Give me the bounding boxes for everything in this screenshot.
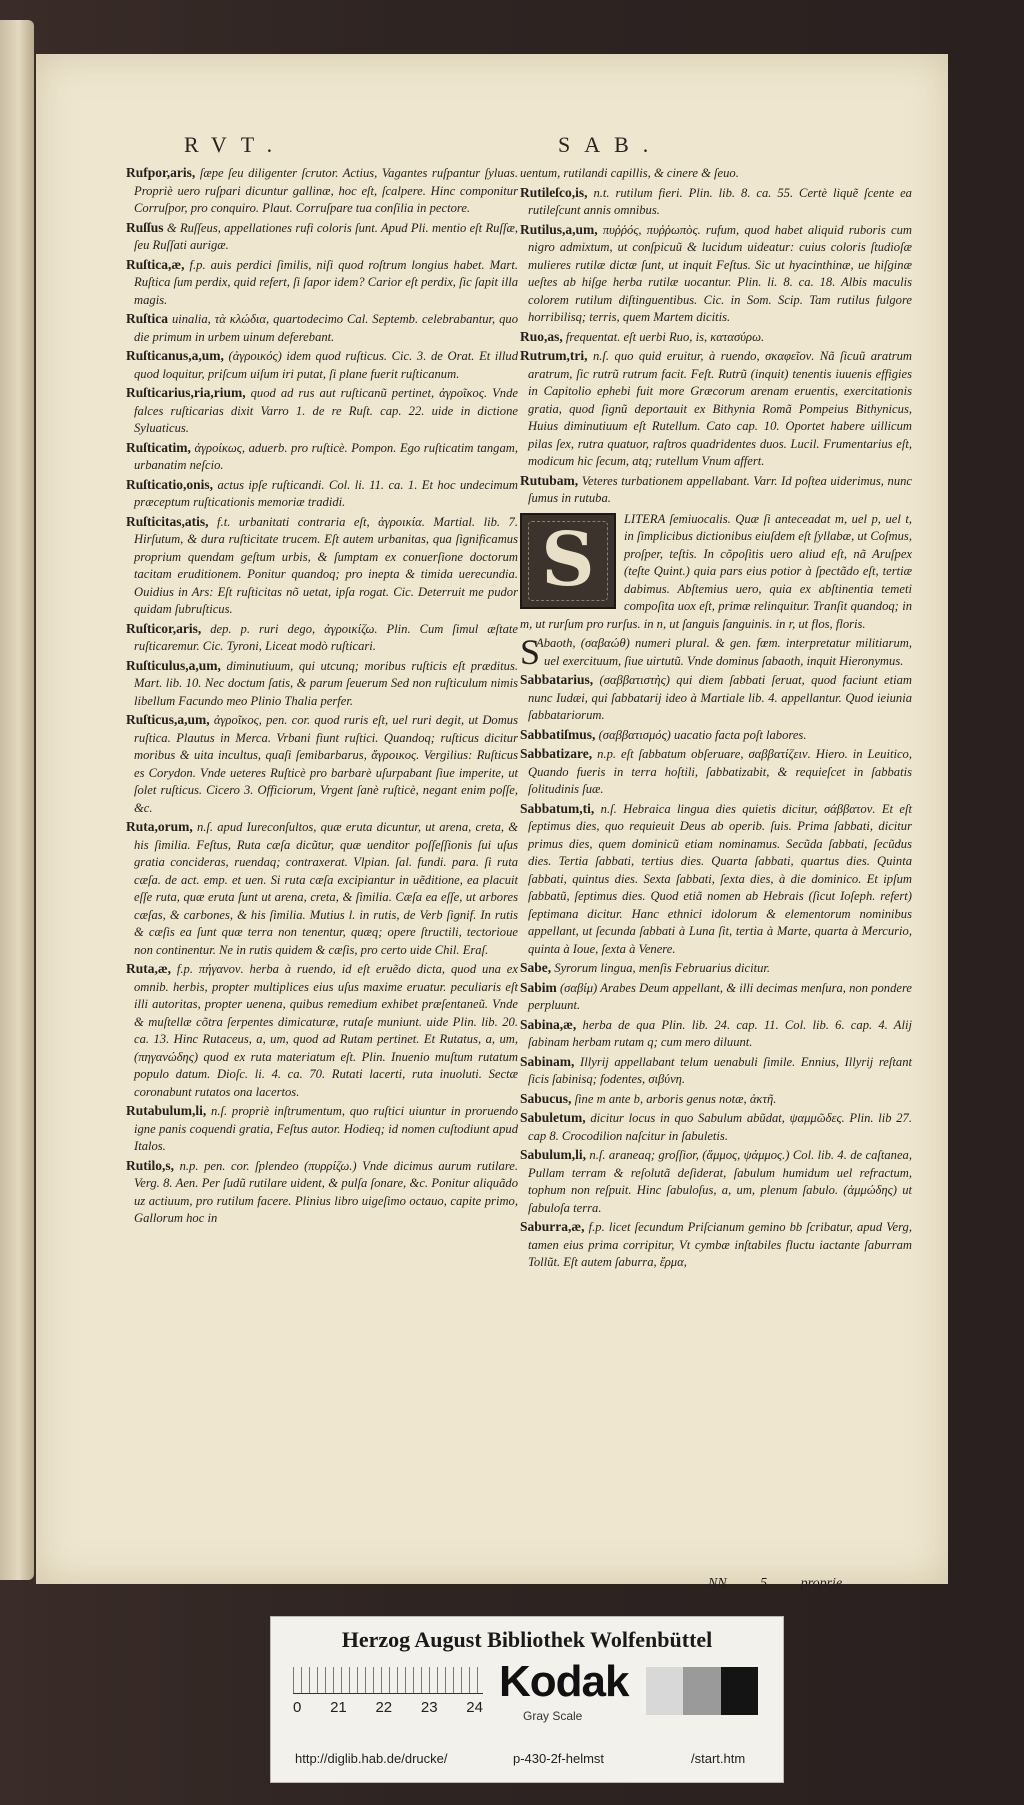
dictionary-entry [126,164,518,218]
dictionary-entry [520,671,912,725]
entry-text: frequentat. eſt uerbi Ruo, is, κατασύρω. [565,329,765,344]
entry-lemma: Sabulum,li, [520,1147,587,1162]
ruler-num: 24 [466,1699,483,1716]
entry-lemma: Rutileſco,is, [520,184,588,200]
entry-text: uinalia, τὰ κλώδια, quartodecimo Cal. Septemb. celebrabantur, quo die primum in urbem uinum deferebant. [134,312,518,344]
entry-lemma: Rutubam, [520,472,579,488]
dictionary-entry [126,476,518,512]
initial-s-block [520,511,912,634]
entry-lemma: Ruſticatio,onis, [126,476,214,492]
entry-text: f.p. auis perdici ſimilis, niſi quod roſtrum longius habet. Mart. Ruſtica ſum perdix, quid refert, ſi ſapor idem? Carior eſt perdix, ſic ſapit illa magis. [134,257,518,307]
entry-text: diminutiuum, qui utcunq; moribus ruſticis eſt præditus. Mart. lib. 10. Nec doctum ſatis, & parum ſeuerum Sed non ruſticulum nimis libellum Facundo meo Plinio Thalia perfer. [134,658,518,708]
library-name: Herzog August Bibliothek Wolfenbüttel [341,1627,713,1652]
entry-lemma: Sabuletum, [520,1110,586,1125]
right-column [520,164,912,1273]
entry-text: dicitur locus in quo Sabulum abũdat, ψαμμῶδες. Plin. lib 27. cap 8. Crocodilion naſcitur in ſabuletis. [528,1111,912,1143]
entry-text: actus ipſe ruſticandi. Col. li. 11. ca. 1. Et hoc undecimum præceptum ruſticationis memoriæ tradidi. [134,477,519,509]
ruler-num: 22 [375,1699,393,1716]
entry-text: (σαβίμ) Arabes Deum appellant, & illi decimas menſura, non pondere perpluunt. [528,980,912,1012]
entry-text: (σαββατισμός) uacatio facta poſt labores. [598,727,807,742]
entry-text: n.p. eſt ſabbatum obſeruare, σαββατίζειν. Hiero. in Leuitico, Quando fueris in terra hoſtili, ſabbatizabit, & requieſcet in ſabbatis ſolitudinis ſuæ. [528,747,912,796]
entry-text: f.t. urbanitati contraria eſt, ἀγροικία. Martial. lib. 7. Hirſutum, & dura ruſticitate trucem. Eſt autem urbanitas, qua ſignificamus proprium quendam geſtum urbis, & ſumptam ex conuerſione doctorum tacitam eruditionem. Ponitur quandoq; pro inepta & timida uerecundia. Ouidius in Ars: Eſt ruſticitas nõ uetat, ipſa rogat. Cic. Deterruit me pudor quidam ſubruſticus. [134,514,519,616]
right-top-entries [520,164,912,508]
dictionary-entry [520,726,912,745]
dictionary-entry [126,439,518,475]
entry-text: n.ſ. propriè inſtrumentum, quo ruſtici uiuntur in proruendo igne panis coquendi gratia, Feſtus autor. Hodieq; id nomen cuſtodiunt apud Italos. [134,1104,518,1153]
initial-letter: S [541,516,595,603]
dictionary-entry [520,1146,912,1217]
entry-text: ſine m ante b, arboris genus notæ, ἀκτῆ. [574,1091,777,1106]
dictionary-entry [520,1109,912,1145]
dictionary-entry [126,513,518,619]
dictionary-entry [520,347,912,471]
decorated-initial-s [520,513,616,609]
entry-text: n.p. pen. cor. ſplendeo (πυρρίζω.) Vnde dicimus aurum rutilare. Verg. 8. Aen. Per ſudũ rutilare uident, & pulſa ſonare, &c. Ponitur aliquãdo uz actiuum, pro rutilum facere. Plinius libro uigeſimo octauo, capite primo, Gallorum hoc in [134,1158,518,1225]
gray-patch-mid [683,1667,720,1715]
dictionary-entry [126,256,518,310]
sabaoth-text: Abaoth, (σαβαώθ) numeri plural. & gen. fœm. interpretatur militiarum, uel exercituum, ſiue uirtutũ. Vnde dominus ſabaoth, inquit Hieronymus. [536,636,912,668]
entry-lemma: Sabbatizare, [520,746,593,761]
entry-lemma: Ruſticarius,ria,rium, [126,385,246,400]
entry-lemma: Sabina,æ, [520,1016,577,1032]
entry-lemma: Ruſſus [126,219,164,235]
entry-text: n.ſ. quo quid eruitur, à ruendo, σκαφεῖον. Nã ſicuũ aratrum aratrum, ſic rutrũ rutrum facit. Feſt. Rutrũ (inquit) tenentis iuuenis effigies in Capitolio ephebi fuit more Græcorum arenam eruentis, exercitationis gratia, quod ſignũ deportauit ex Bithynia Romã Pompeius Bithynicus, Huius diminutiuum eſt Rutellum. Cato cap. 10. Oportet habere uillicum pilas ſex, rutra quatuor, raſtros quadridentes duos. Lucil. Frumentarius eſt, modicum hic ſecum, atq; rutellum Vnum affert. [528,349,912,468]
entry-lemma: Sabucus, [520,1090,572,1106]
initial-s-text: LITERA ſemiuocalis. Quæ ſi anteceadat m, uel p, uel t, in ſimplicibus dictionibus eiuſdem eſt ſyllabæ, ut Coſmus, proſper, teſtis. In cõpoſitis uero aliud eſt, nã Aruſpex (teſte Quint.) quia pars eius potior à ſpectãdo eſt, tertiæ dabimus. Abſtemius uero, quia ex abſtinentia temeti compoſita uox eſt, primæ relinquitur. Tranſit quandoq; in m, ut rurſum pro rurſus. in n, ut ſanguis ſanguinis. in r, ut flos, floris. [520,511,912,631]
ruler-numbers [293,1699,483,1716]
gray-scale-patches [646,1667,758,1715]
entry-text: ἀγροίκως, aduerb. pro ruſticè. Pompon. Ego ruſticatim tangam, urbanatim neſcio. [134,440,518,472]
entry-text: n.ſ. apud Iureconſultos, quæ eruta dicuntur, ut arena, creta, & his ſimilia. Feſtus, Ruta cæſa dicũtur, quæ uenditor poſſeſſionis ſui uſus gratia concideras, ruendaq; contraxerat. Vlpian. ſal. fundi. para. ſi ruta cæſa. de act. emp. et uen. Si ruta cæſa excipiantur in uẽditione, ea placuit eſſe ruta, quæ eruta ſunt ut arena, creta, & ſimilia. Cæſa ea eſſe, ut arbores cæſas, & carbones, & his ſimilia. Mutius l. in rutis, de Verb ſignif. In rutis & cæſis ea ſunt quæ terra non tenentur, quæq; opere ſtructili, tectorioue non continentur. Ne in rutis quidem & cæſis, pro certo uide Chil. Eraſ. [134,820,519,957]
entry-text: f.p. πήγανον. herba à ruendo, id eſt eruẽdo dicta, quod una ex omnib. herbis, propter multiplices eius uſus maxime eruatur. peculiaris eſt illi autoritas, propter uenena, quibus remedium exhibet præſentaneũ. Vnde & muſtellæ cõtra ſerpentes dimicaturæ, rutaſe muniunt. uide Plin. lib. 20. ca. 13. Hinc Rutaceus, a, um, quod ad Rutam pertinet. Et Rutatus, a, um, (πηγανώδης) quod ex ruta materiatum eſt. Plin. Inuenio muſtum rutatum populo datum. Dioſc. li. 4. ca. 70. Rutati lacerti, ruta inuoluti. Sectæ coronabunt rutatos ona lacertos. [134,962,518,1099]
dictionary-entry [126,1157,518,1228]
entry-lemma: Ruta,æ, [126,961,172,976]
entry-lemma: Ruſticitas,atis, [126,513,209,529]
dictionary-entry [126,384,518,438]
entry-sabaoth [520,635,912,670]
dictionary-entry [126,960,518,1101]
dictionary-entry [520,745,912,799]
entry-lemma: Ruſticulus,a,um, [126,657,221,673]
dictionary-entry [520,800,912,959]
entry-lemma: Ruſtica [126,311,168,326]
entry-lemma: Ruſticor,aris, [126,620,202,636]
entry-lemma: Rutabulum,li, [126,1103,207,1118]
dictionary-entry [520,1218,912,1272]
library-color-target [270,1616,784,1783]
right-bottom-entries [520,671,912,1272]
ruler-ticks [293,1667,483,1694]
entry-lemma: Ruſtica,æ, [126,256,185,272]
entry-text: Illyrij appellabant telum uenabuli ſimile. Ennius, Illyrij reſtant ſicis ſabinisq; fodentes, σιβύνη. [528,1054,912,1086]
entry-lemma: Ruſticatim, [126,439,191,455]
entry-text: n.t. rutilum fieri. Plin. lib. 8. ca. 55. Certè liquẽ ſcente ea rutileſcunt annis omnibus. [528,185,912,217]
dictionary-entry [126,620,518,656]
entry-lemma: Sabbatum,ti, [520,800,595,816]
gray-patch-light [646,1667,683,1715]
gray-scale-label: Gray Scale [523,1709,583,1723]
entry-lemma: Sabe, [520,960,552,975]
left-column [126,164,518,1229]
dictionary-entry [126,219,518,255]
dictionary-entry [126,347,518,383]
gray-patch-black [721,1667,758,1715]
dictionary-entry [126,711,518,817]
entry-text: Syrorum lingua, menſis Februarius dicitur. [554,961,771,975]
dictionary-entry [520,184,912,220]
entry-lemma: Ruta,orum, [126,819,193,834]
dictionary-entry [520,979,912,1015]
dictionary-entry [520,221,912,327]
entry-lemma: Sabbatiſmus, [520,726,596,742]
entry-lemma: Rutilus,a,um, [520,221,598,237]
url-base: http://diglib.hab.de/drucke/ [295,1751,448,1766]
entry-lemma: Rufpor,aris, [126,165,196,180]
dictionary-entry [126,310,518,346]
entry-lemma: Sabbatarius, [520,672,594,687]
kodak-logo: Kodak [499,1657,629,1706]
entry-text: quod ad rus aut ruſticanũ pertinet, ἀγροῖκος. Vnde falces ruſticarias dixit Varro 1. de re Ruſt. cap. 22. uide in dictione Syluaticus. [134,386,518,435]
running-head-right: SAB. [558,132,663,157]
entry-lemma: Sabinam, [520,1053,575,1069]
entry-text: & Ruſſeus, appellationes rufi coloris ſunt. Apud Pli. mentio eſt Ruſſæ, ſeu Ruſſati aurigæ. [134,220,518,252]
entry-text: ἀγροῖκος, pen. cor. quod ruris eſt, uel ruri degit, ut Domus ruſtica. Plautus in Merca. Vrbani fiunt ruſtici. Quandoq; ruſticus dicitur moribus & uita incultus, quaſi ſemibarbarus, ἄγροικος. Vergilius: Ruſticus es Corydon. Vnde ueteres Ruſticè pro barbarè uſurpabant ſiue imperite, ut ſolet ruſticus. Cicero 3. Officiorum, Vrgent ſanè ruſticè, negant enim poſſe, &c. [134,713,518,815]
entry-lemma: Ruſticanus,a,um, [126,348,224,363]
dictionary-entry [126,1102,518,1156]
entry-text: (ἀγροικός) idem quod ruſticus. Cic. 3. de Orat. Et illud quod loquitur, priſcum uiſum iri putat, ſi plane fuerit ruſticanum. [134,349,518,381]
entry-lemma: Rutilo,s, [126,1157,175,1173]
entry-lemma: Sabim [520,979,557,995]
scale-ruler [293,1667,483,1725]
dictionary-entry [520,472,912,508]
entry-text: uentum, rutilandi capillis, & cinere & ſeuo. [520,166,739,180]
ruler-num: 21 [330,1699,347,1716]
entry-text: f.p. licet ſecundum Priſcianum gemino bb ſcribatur, apud Verg, tamen eius prima corripitur, Vt cymbæ inſtabiles fluctu iactante ſaburram Tollũt. Eſt autem ſaburra, ἔρμα, [528,1220,912,1269]
running-head-left: RVT. [184,132,287,157]
entry-lemma: Ruſticus,a,um, [126,712,210,727]
ruler-num: 23 [420,1699,438,1716]
dictionary-entry [126,657,518,711]
dictionary-entry [520,1090,912,1109]
url-start: /start.htm [691,1751,746,1766]
entry-lemma: Saburra,æ, [520,1219,585,1234]
entry-text: dep. p. ruri dego, ἀγροικίζω. Plin. Cum ſimul æſtate ruſticaremur. Cic. Tyroni, Liceat modò ruſticari. [134,621,518,653]
dictionary-entry [520,1016,912,1052]
entry-text: n.ſ. araneaq; groſſior, (ἄμμος, ψάμμος.) Col. lib. 4. de caſtanea, Pullam terram & reſolutã deſiderat, ſabulum humidum uel refractum, tophum non reſpuit. Hinc ſabuloſus, a, um, plenum ſabulo. (ἀμμώδης) ut ſabuloſa terra. [528,1148,913,1215]
dictionary-entry [520,959,912,978]
entry-text: ſæpe ſeu diligenter ſcrutor. Actius, Vagantes ruſpantur ſyluas. Propriè uero ruſpari dicuntur gallinæ, hoc eſt, ſcalpere. Hinc componitur Corruſpor, pro conquiro. Plaut. Corruſpare tua conſilia in pectore. [134,166,518,215]
entry-text: Veteres turbationem appellabant. Varr. Id poſtea uiderimus, nunc ſumus in rutuba. [528,473,912,505]
left-page-edge [0,20,34,1580]
signature-line: NN 5 proprie [708,1576,843,1591]
sabaoth-initial: S [520,635,541,670]
dictionary-entry [520,1053,912,1089]
entry-text: (σαββατιστὴς) qui diem ſabbati ſeruat, quod faciunt etiam nunc Iudæi, qui ſabbatarij ideo à Martiale lib. 4. appellantur. Quod ieiunia ſabbatariorum. [528,673,912,722]
dictionary-entry [126,818,518,959]
dictionary-entry [520,328,912,347]
ruler-num: 0 [293,1699,302,1716]
url-signature: p-430-2f-helmst [513,1751,605,1766]
entry-text: herba de qua Plin. lib. 24. cap. 11. Col. lib. 6. cap. 4. Alij ſabinam herbam rutam q; cum mero diluunt. [528,1017,912,1049]
dictionary-entry [520,164,912,183]
book-page [36,54,948,1591]
entry-text: n.ſ. Hebraica lingua dies quietis dicitur, σάββατον. Et eſt ſeptimus dies, quo requieuit Deus ab operib. ſuis. Prima ſabbati, dicitur primus dies, quem dominicũ etiam nominamus. Secũda ſabbati, ſecũdus dies. Tertia ſabbati, tertius dies. Quarta ſabbati, quartus dies. Quinta ſabbati, quintus dies. Sexta ſabbati, ſexta dies, à die dominico. Et ipſum ſabbatũ, ſeptimus dies. Quod etiã nomen ab Hebrais (ſicut Ioſeph. refert) ſeptimana dicitur. Hanc ethnici idolorum & elementorum nominibus appellant, ut ſecunda ſabbati à Luna ſit, tertia à Marte, quarta à Mercurio, quinta à Ioue, ſexta à Venere. [528,801,912,956]
entry-lemma: Ruo,as, [520,328,563,344]
entry-lemma: Rutrum,tri, [520,348,588,363]
entry-text: πυῤῥός, πυῤῥωπὸς. rufum, quod habet aliquid ruboris cum nigro admixtum, ut conſpicuũ & lucidum uideatur: cuius coloris ſtudioſæ mulieres rutilæ dictæ ſunt, ut inquit Feſtus. Sic ut hyacinthinæ, ue hiſginæ ueſtes ab hiſge herba rutilæ uocantur. Plin. li. 8. ca. 18. Albis maculis colorem rutilum diſtinguentibus. Cic. in Som. Scip. Tam rutilus fulgore horribilisq; terris, quem Martem dicitis. [528,222,912,324]
